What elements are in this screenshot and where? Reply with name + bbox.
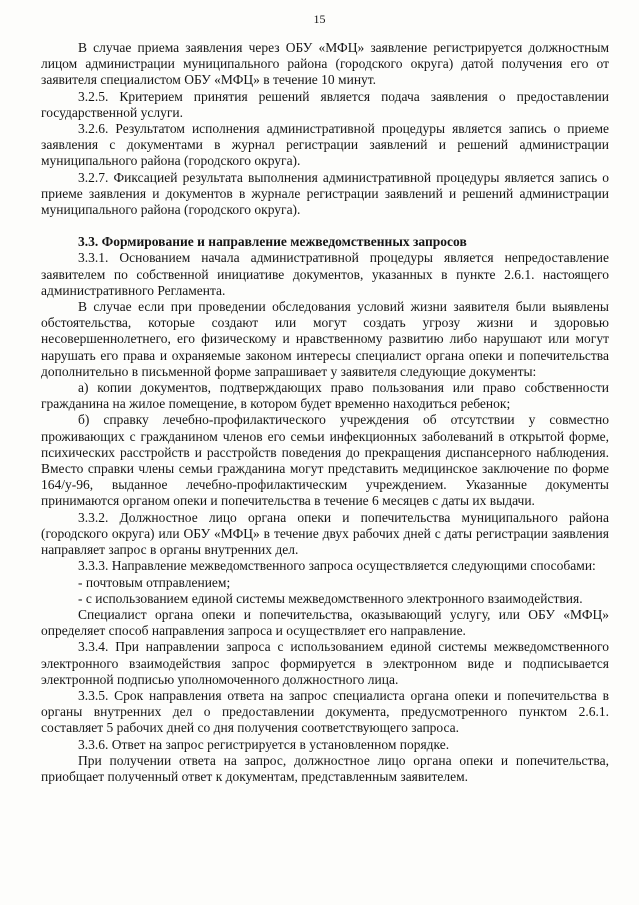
- paragraph: 3.3.5. Срок направления ответа на запрос специалиста органа опеки и попечительства в органы внутренних дел о предоставлении документа, предусмотренного пунктом 2.6.1. составляет 5 рабочих дней со дня получения соответствующего запроса.: [41, 687, 609, 736]
- list-item: а) копии документов, подтверждающих право пользования или право собственности гражданина на жилое помещение, в котором будет временно находиться ребенок;: [41, 380, 609, 412]
- paragraph: 3.2.5. Критерием принятия решений является подача заявления о предоставлении государственной услуги.: [41, 88, 609, 120]
- paragraph: 3.2.7. Фиксацией результата выполнения административной процедуры является запись о приеме заявления и документов в журнале регистрации заявлений и решений администрации муниципального района (городского округа).: [41, 169, 609, 218]
- paragraph: 3.3.3. Направление межведомственного запроса осуществляется следующими способами:: [78, 558, 596, 574]
- paragraph: 3.3.4. При направлении запроса с использованием единой системы межведомственного электронного взаимодействия запрос формируется в электронном виде и подписывается электронной подписью уполномоченного должностного лица.: [41, 639, 609, 687]
- paragraph: 3.3.2. Должностное лицо органа опеки и попечительства муниципального района (городского округа) или ОБУ «МФЦ» в течение двух рабочих дней с даты регистрации заявления направляет запрос в органы внутренних дел.: [41, 509, 609, 558]
- list-item: - с использованием единой системы межведомственного электронного взаимодействия.: [78, 590, 583, 606]
- spacer: [41, 218, 609, 234]
- paragraph: При получении ответа на запрос, должностное лицо органа опеки и попечительства, приобщает полученный ответ к документам, представленным заявителем.: [41, 752, 609, 784]
- paragraph: 3.3.6. Ответ на запрос регистрируется в установленном порядке.: [78, 736, 450, 752]
- paragraph: Специалист органа опеки и попечительства, оказывающий услугу, или ОБУ «МФЦ» определяет способ направления запроса и осуществляет его направление.: [41, 606, 609, 639]
- page-number: 15: [313, 12, 326, 26]
- paragraph: 3.2.6. Результатом исполнения административной процедуры является запись о приеме заявления с документами в журнал регистрации заявлений и решений администрации муниципального района (городского округа).: [41, 121, 609, 169]
- paragraph: 3.3.1. Основанием начала административной процедуры является непредоставление заявителем по собственной инициативе документов, указанных в пункте 2.6.1. настоящего административного Регламента.: [41, 250, 609, 298]
- list-item: - почтовым отправлением;: [78, 574, 231, 590]
- section-heading: 3.3. Формирование и направление межведомственных запросов: [78, 234, 467, 250]
- paragraph: В случае приема заявления через ОБУ «МФЦ» заявление регистрируется должностным лицом администрации муниципального района (городского округа) датой получения его от заявителя специалистом ОБУ «МФЦ» в течение 10 минут.: [41, 40, 609, 88]
- paragraph: В случае если при проведении обследования условий жизни заявителя были выявлены обстоятельства, которые создают или могут создать угрозу жизни и здоровью несовершеннолетнего, его физическому и нравственному развитию либо нарушают или могут нарушать его права и охраняемые законом интересы специалист органа опеки и попечительства дополнительно в письменной форме запрашивает у заявителя следующие документы:: [41, 299, 609, 379]
- list-item: б) справку лечебно-профилактического учреждения об отсутствии у совместно проживающих с гражданином членов его семьи инфекционных заболеваний в открытой форме, психических расстройств и расстройств поведения до прекращения диспансерного наблюдения. Вместо справки члены семьи гражданина могут представить медицинское заключение по форме 164/у-96, выданное лечебно-профилактическим учреждением. Указанные документы принимаются органом опеки и попечительства в течение 6 месяцев с даты их выдачи.: [41, 412, 609, 509]
